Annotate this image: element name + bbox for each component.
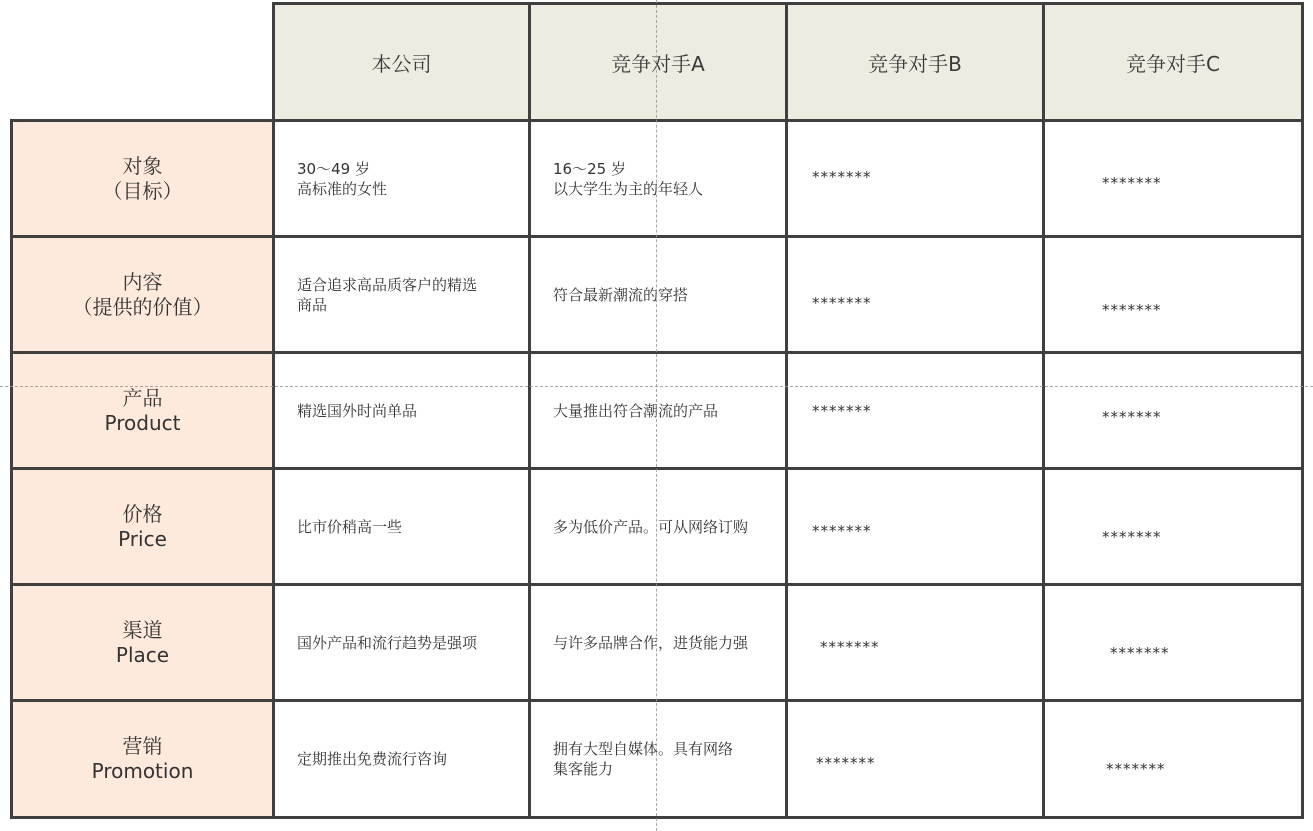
header-competitor-b (785, 2, 1045, 122)
cell-text-line: 比市价稍高一些 (297, 518, 403, 536)
row-label-line: 产品 (122, 385, 163, 410)
cell-text-line: 定期推出免费流行咨询 (297, 750, 448, 768)
placeholder-stars: ******* (1102, 408, 1162, 426)
placeholder-stars: ******* (1106, 760, 1166, 778)
cell-target-competitor-a (528, 119, 788, 238)
row-label-line: （提供的价值） (72, 294, 213, 319)
placeholder-stars: ******* (812, 168, 872, 186)
cell-text-line: 适合追求高品质客户的精选 (297, 276, 478, 294)
cell-target-ours (272, 119, 531, 238)
placeholder-stars: ******* (812, 522, 872, 540)
vertical-guide-line (656, 0, 657, 831)
header-label: 竞争对手B (868, 51, 962, 76)
row-label-line: Price (118, 526, 167, 551)
cell-product-ours (272, 351, 531, 470)
cell-product-competitor-c (1042, 351, 1304, 470)
cell-text-line: 精选国外时尚单品 (297, 402, 418, 420)
cell-text-line: 大量推出符合潮流的产品 (553, 402, 719, 420)
cell-text-line: 符合最新潮流的穿搭 (553, 286, 689, 304)
cell-price-ours (272, 467, 531, 586)
cell-place-ours (272, 583, 531, 702)
cell-promotion-competitor-a (528, 699, 788, 819)
row-label-target (10, 119, 275, 238)
cell-promotion-competitor-c (1042, 699, 1304, 819)
row-label-line: 价格 (122, 501, 163, 526)
header-competitor-a (528, 2, 788, 122)
cell-place-competitor-a (528, 583, 788, 702)
cell-target-competitor-c (1042, 119, 1304, 238)
placeholder-stars: ******* (812, 402, 872, 420)
header-our-company (272, 2, 531, 122)
row-label-line: 渠道 (122, 617, 163, 642)
cell-content-competitor-a (528, 235, 788, 354)
row-label-line: 内容 (122, 269, 163, 294)
cell-text-line: 高标准的女性 (297, 180, 388, 198)
header-competitor-c (1042, 2, 1304, 122)
row-label-price (10, 467, 275, 586)
cell-text-line: 拥有大型自媒体。具有网络 (553, 740, 734, 758)
cell-price-competitor-b (785, 467, 1045, 586)
header-label: 本公司 (371, 51, 432, 76)
cell-content-competitor-c (1042, 235, 1304, 354)
placeholder-stars: ******* (1110, 644, 1170, 662)
cell-text-line: 与许多品牌合作，进货能力强 (553, 634, 749, 652)
cell-product-competitor-a (528, 351, 788, 470)
cell-place-competitor-c (1042, 583, 1304, 702)
cell-text-line: 多为低价产品。可从网络订购 (553, 518, 749, 536)
header-label: 竞争对手C (1126, 51, 1220, 76)
placeholder-stars: ******* (1102, 528, 1162, 546)
placeholder-stars: ******* (1102, 301, 1162, 319)
row-label-line: Promotion (91, 759, 194, 783)
cell-price-competitor-c (1042, 467, 1304, 586)
row-label-line: 营销 (122, 734, 163, 758)
cell-product-competitor-b (785, 351, 1045, 470)
row-label-line: 对象 (122, 153, 163, 178)
cell-text-line: 国外产品和流行趋势是强项 (297, 634, 478, 652)
row-label-promotion (10, 699, 275, 819)
placeholder-stars: ******* (816, 754, 876, 772)
placeholder-stars: ******* (820, 638, 880, 656)
row-label-line: （目标） (102, 178, 183, 203)
cell-promotion-ours (272, 699, 531, 819)
cell-target-competitor-b (785, 119, 1045, 238)
header-label: 竞争对手A (611, 51, 705, 76)
row-label-line: Product (104, 410, 181, 435)
row-label-product (10, 351, 275, 470)
cell-text-line: 30～49 岁 (297, 160, 370, 178)
cell-text-line: 16～25 岁 (553, 160, 626, 178)
cell-text-line: 商品 (297, 296, 328, 314)
cell-content-ours (272, 235, 531, 354)
cell-text-line: 以大学生为主的年轻人 (553, 180, 704, 198)
cell-price-competitor-a (528, 467, 788, 586)
cell-content-competitor-b (785, 235, 1045, 354)
cell-promotion-competitor-b (785, 699, 1045, 819)
cell-place-competitor-b (785, 583, 1045, 702)
placeholder-stars: ******* (812, 294, 872, 312)
placeholder-stars: ******* (1102, 174, 1162, 192)
horizontal-guide-line (0, 386, 1313, 387)
row-label-content (10, 235, 275, 354)
row-label-place (10, 583, 275, 702)
cell-text-line: 集客能力 (553, 760, 614, 778)
row-label-line: Place (115, 642, 170, 667)
